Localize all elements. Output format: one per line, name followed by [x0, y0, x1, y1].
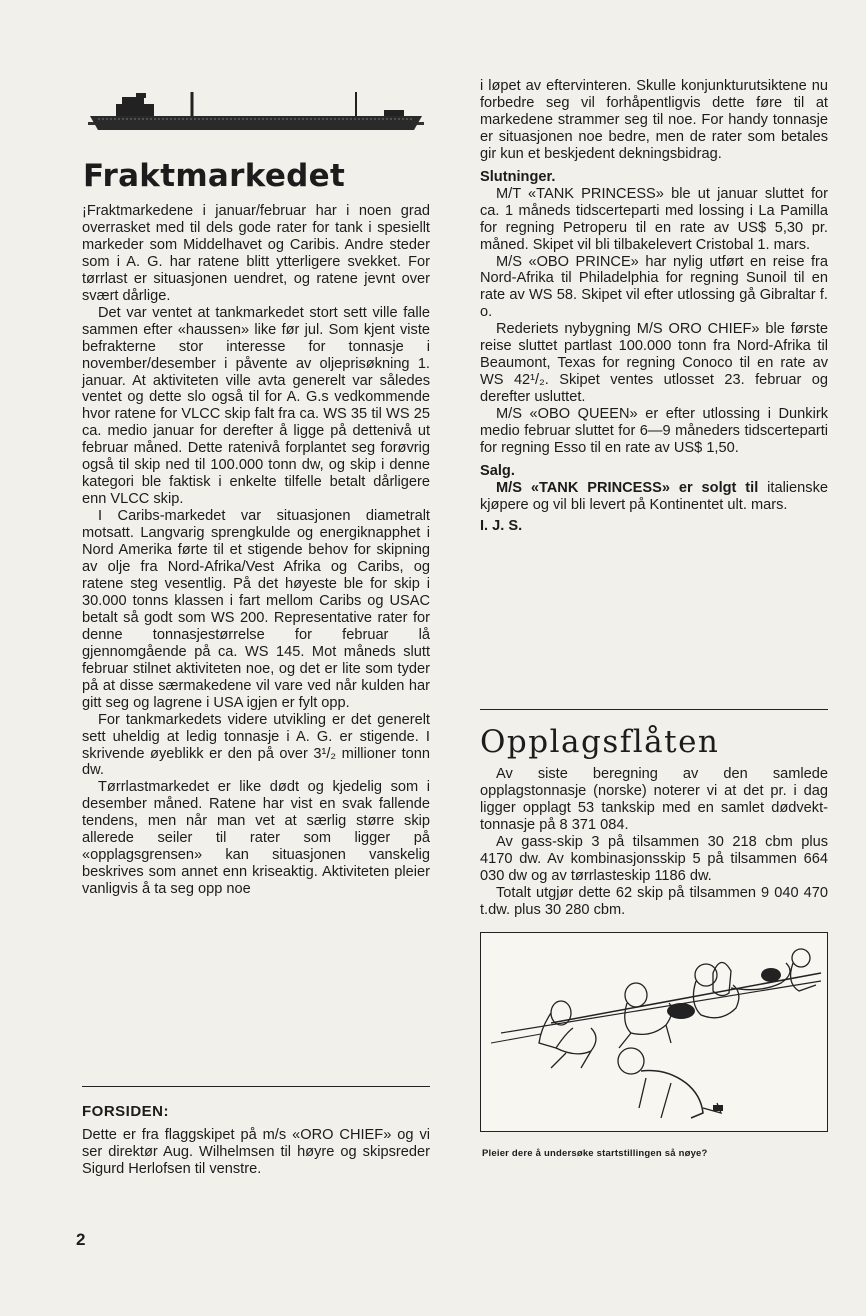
- tanker-ship-illustration: [88, 88, 424, 134]
- paragraph: M/S «OBO QUEEN» er efter utlossing i Dunkirk medio februar sluttet for 6—9 måneders tidscerteparti for regning Esso til en rate av US$ 1,50.: [480, 406, 828, 457]
- paragraph: i løpet av eftervinteren. Skulle konjunkturutsiktene nu forbedre seg vil forhåpentligvis dette føre til at markedene strammer seg til noe. For handy tonnasje er situasjonen noe bedre, men de rater som betales gir kun et beskjedent dekningsbidrag.: [480, 78, 828, 162]
- salg-rest: italienske kjøpere og vil bli levert på Kontinentet ult. mars.: [480, 479, 828, 513]
- salg-paragraph: [480, 480, 828, 514]
- right-column-body: [480, 78, 828, 535]
- cartoon-image: [480, 932, 828, 1132]
- paragraph: For tankmarkedets videre utvikling er det generelt sett uheldig at ledig tonnasje i A. G. er stigende. I skrivende øyeblikk er den på over 3¹/₂ millioner tonn dw.: [82, 711, 430, 779]
- paragraph: M/T «TANK PRINCESS» ble ut januar sluttet for ca. 1 måneds tidscerteparti med lossing i La Pamilla for regning Petroperu til en rate av US$ 5,30 pr. måned. Skipet vil bli tilbakelevert Cristobal 1. mars.: [480, 185, 828, 253]
- paragraph: I Caribs-markedet var situasjonen diametralt motsatt. Langvarig sprengkulde og energiknapphet i Nord Amerika førte til et stigende behov for skipning av olje fra Nord-Afrika/Vest Afrika og Caribs, og ratene steg vesentlig. På det høyeste ble for skip i 30.000 tonns klassen i fart mellom Caribs og USAC betalt så godt som WS 200. Representative rater for denne tonnasjestørrelse for februar lå gjennomgående på ca. WS 145. Mot måneds slutt februar stilnet aktiviteten noe, og det er lite som tyder på at disse særmakedene vil vare ved når kulden har gitt seg og lagrene i USA igjen er fylt opp.: [82, 508, 430, 711]
- cartoon-drawing: [481, 933, 826, 1130]
- paragraph: Av siste beregning av den samlede opplagstonnasje (norske) noterer vi at det pr. i dag ligger opplagt 53 tankskip med en samlet dødvekt-tonnasje på 8 371 084.: [480, 766, 828, 833]
- paragraph: Rederiets nybygning M/S ORO CHIEF» ble første reise sluttet partlast 100.000 tonn fra Nord-Afrika til Beaumont, Texas for regning Conoco til en rate av WS 42¹/₂. Skipet ventes utlosset 23. februar og derefter usluttet.: [480, 321, 828, 406]
- paragraph: Det var ventet at tankmarkedet stort sett ville falle sammen efter «haussen» like før jul. Som kjent viste befrakterne stor interesse for tonnasje i november/desember i påvente av oljeprisøkning 1. januar. At aktiviteten ville avta generelt var således ventet og dette slo også til for A. G.s vedkommende hvor ratene for VLCC skip falt fra ca. WS 35 til WS 25 ca. medio januar for derefter å ligge på dettenivå ut februar måned. Dette ratenivå forplantet seg forøvrig også til skip ned til 100.000 tonn dw, og skip i denne kategori ble faktisk i enkelte tilfelle betalt dårligere enn VLCC skip.: [82, 304, 430, 508]
- paragraph: M/S «OBO PRINCE» har nylig utført en reise fra Nord-Afrika til Philadelphia for regning Sunoil til en rate av WS 58. Skipet vil efter utlossing gå Gibraltar f. o.: [480, 253, 828, 321]
- fraktmarkedet-body: [82, 203, 430, 898]
- page-number: 2: [76, 1230, 86, 1249]
- paragraph: Av gass-skip 3 på tilsammen 30 218 cbm plus 4170 dw. Av kombinasjonsskip 5 på tilsammen 664 030 dw og av tørrlasteskip 1186 dw.: [480, 833, 828, 884]
- paragraph: Tørrlastmarkedet er like dødt og kjedelig som i desember måned. Ratene har vist en svak fallende tendens, men når man vet at særlig større skip allerede seiler til rater som ligger på «opplagsgrensen» kan situasjonen vanskelig beskrives som annet enn kriseaktig. Aktiviteten pleier vanligvis å ta seg opp noe: [82, 779, 430, 898]
- forsiden-heading: FORSIDEN:: [82, 1103, 169, 1120]
- divider-line: [480, 709, 828, 710]
- paragraph: Totalt utgjør dette 62 skip på tilsammen 9 040 470 t.dw. plus 30 280 cbm.: [480, 884, 828, 918]
- article-title-opplagsflaten: Opplagsflåten: [480, 724, 720, 760]
- paragraph: ¡Fraktmarkedene i januar/februar har i noen grad overrasket med til dels gode rater for tank i spesiellt markeder som Middelhavet og Caribis. Andre steder som i A. G. har ratene blitt ytterligere svekket. For tørrlast er situasjonen uendret, og ratene jevnt over svært dårlige.: [82, 203, 430, 304]
- salg-heading: Salg.: [480, 462, 515, 479]
- opplag-body: [480, 766, 828, 919]
- cartoon-caption: Pleier dere å undersøke startstillingen så nøye?: [482, 1148, 708, 1159]
- article-title-fraktmarkedet: Fraktmarkedet: [83, 158, 346, 194]
- divider-line: [82, 1086, 430, 1087]
- forsiden-text: Dette er fra flaggskipet på m/s «ORO CHIEF» og vi ser direktør Aug. Wilhelmsen til høyre og skipsreder Sigurd Herlofsen til venstre.: [82, 1127, 430, 1177]
- signature: I. J. S.: [480, 517, 523, 534]
- salg-bold-lead: M/S «TANK PRINCESS» er solgt til: [496, 479, 759, 496]
- slutninger-heading: Slutninger.: [480, 168, 556, 185]
